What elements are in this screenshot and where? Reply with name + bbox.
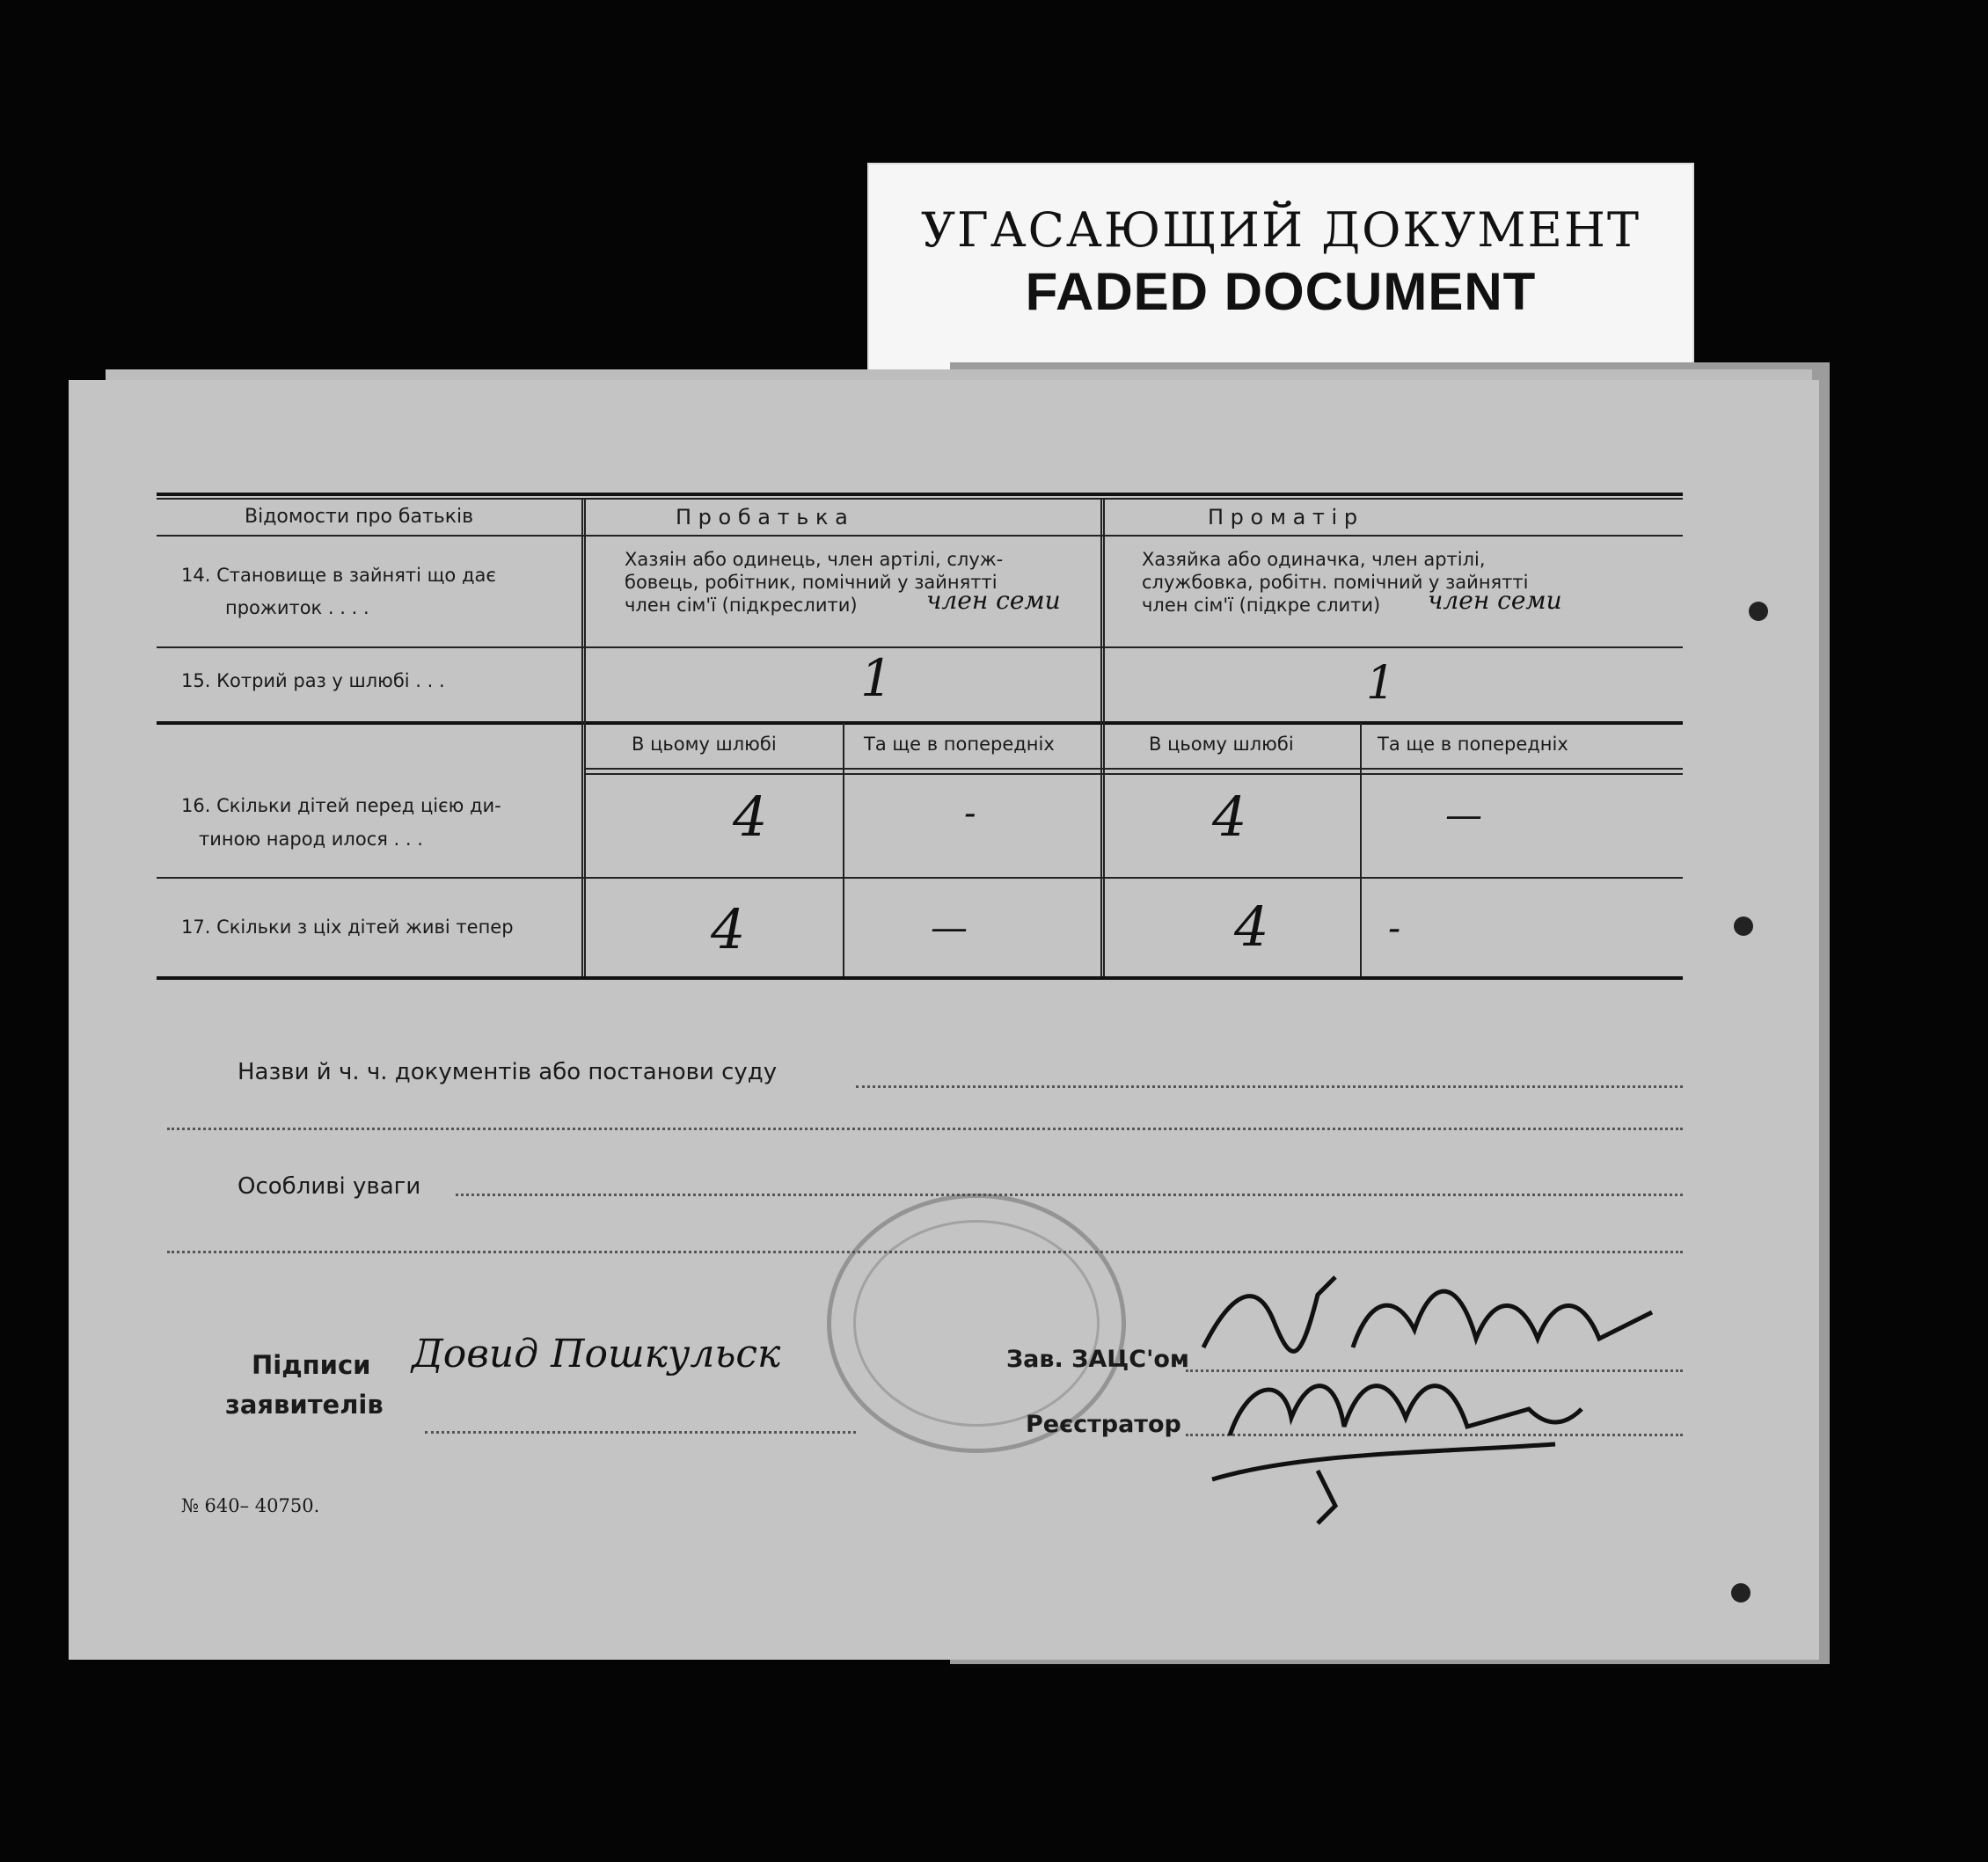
row14-father-handwriting: член семи [926, 586, 1061, 615]
table-divider-1 [581, 500, 586, 976]
faded-document-label [867, 163, 1694, 378]
row15-mother-value: 1 [1366, 657, 1396, 710]
signatures-label-line2: заявителів [225, 1390, 384, 1420]
subheader-mother-this-marriage: В цьому шлюбі [1149, 734, 1294, 755]
row14-bottom-rule [157, 646, 1683, 648]
row14-label-line2: прожиток . . . . [225, 597, 369, 618]
table-divider-father-sub [843, 723, 844, 976]
applicant-signature: Довид Пошкульск [412, 1332, 781, 1376]
row17-father-this-value: 4 [711, 897, 746, 961]
row16-father-this-value: 4 [733, 785, 768, 849]
row14-father-line1: Хазяін або одинець, член артілі, служ- [625, 549, 1004, 570]
head-of-registry-label: Зав. ЗАЦС'ом [1006, 1346, 1189, 1373]
row14-mother-handwriting: член семи [1428, 586, 1562, 615]
table-bottom-rule [157, 976, 1683, 980]
table-header-rule [157, 535, 1683, 537]
signatures-label-line1: Підписи [252, 1350, 371, 1380]
table-top-rule-thin [157, 498, 1683, 500]
row16-father-prev-value: - [964, 793, 976, 834]
table-top-rule [157, 493, 1683, 496]
row14-mother-line2: службовка, робітн. помічний у зайнятті [1142, 572, 1529, 593]
row16-bottom-rule [157, 877, 1683, 879]
binding-hole [1734, 916, 1753, 936]
subheader-bottom-rule [586, 768, 1683, 770]
subheader-father-this-marriage: В цьому шлюбі [632, 734, 777, 755]
subheader-bottom-rule-thin [586, 773, 1683, 775]
subheader-father-previous: Та ще в попередніх [864, 734, 1055, 755]
header-about-father: П р о б а т ь к а [676, 505, 848, 529]
document-names-label: Назви й ч. ч. документів або постанови суду [238, 1059, 778, 1085]
row16-label-line2: тиною народ илося . . . [199, 829, 423, 850]
row17-mother-prev-value: - [1388, 906, 1401, 949]
official-signatures [1195, 1242, 1687, 1532]
table-divider-2 [1100, 500, 1105, 976]
row14-father-line3: член сім'ї (підкреслити) [625, 595, 858, 616]
table-divider-mother-sub [1360, 723, 1362, 976]
row15-label: 15. Котрий раз у шлюбі . . . [181, 670, 445, 691]
row16-mother-prev-value: — [1445, 793, 1482, 836]
special-notes-label: Особливі уваги [238, 1173, 421, 1200]
header-parents-info: Відомости про батьків [245, 506, 474, 528]
row14-mother-line3: член сім'ї (підкре слити) [1142, 595, 1381, 616]
row17-mother-this-value: 4 [1234, 894, 1269, 959]
special-notes-line [456, 1194, 1683, 1196]
row17-label: 17. Скільки з ціх дітей живі тепер [181, 916, 514, 938]
row16-label-line1: 16. Скільки дітей перед цією ди- [181, 795, 501, 816]
header-about-mother: П р о м а т і р [1208, 505, 1358, 529]
subheader-mother-previous: Та ще в попередніх [1378, 734, 1568, 755]
document-names-line-2 [167, 1128, 1683, 1130]
row17-father-prev-value: — [931, 906, 968, 949]
form-number: № 640– 40750. [181, 1495, 320, 1516]
registrar-label: Реєстратор [1026, 1411, 1181, 1438]
applicant-signature-line [425, 1431, 856, 1434]
label-english-text: FADED DOCUMENT [1025, 262, 1537, 321]
document-names-line [856, 1085, 1683, 1088]
binding-hole [1731, 1583, 1750, 1603]
row14-label-line1: 14. Становище в зайняті що дає [181, 565, 496, 586]
row15-father-value: 1 [860, 648, 893, 708]
binding-hole [1749, 602, 1768, 621]
label-russian-text: УГАСАЮЩИЙ ДОКУМЕНТ [920, 202, 1641, 258]
row14-father-line2: бовець, робітник, помічний у зайнятті [625, 572, 998, 593]
row16-mother-this-value: 4 [1212, 785, 1247, 849]
row15-bottom-rule [157, 721, 1683, 725]
row14-mother-line1: Хазяйка або одиначка, член артілі, [1142, 549, 1486, 570]
form-sheet [69, 380, 1819, 1660]
